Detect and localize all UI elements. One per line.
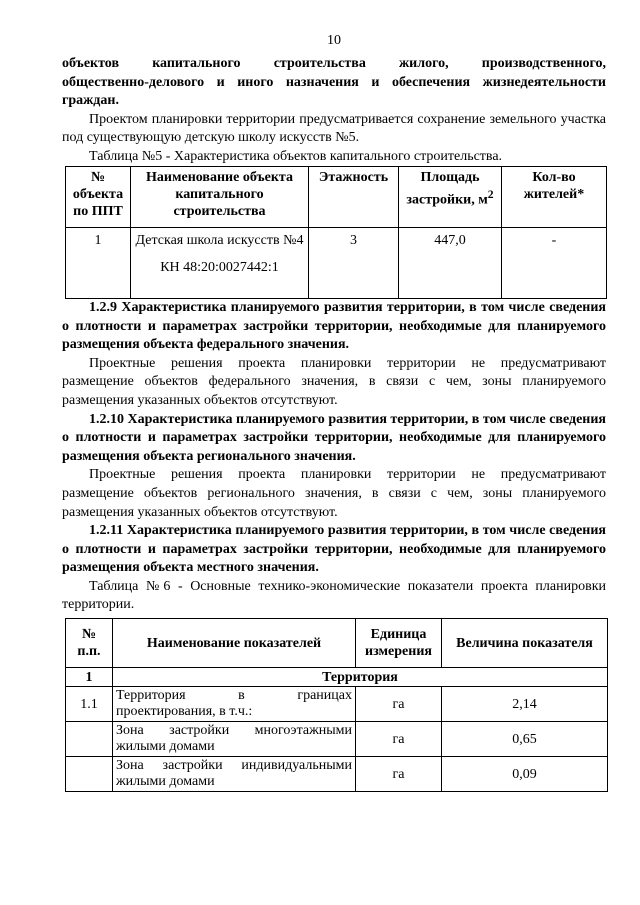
cell-value: 0,09: [442, 757, 608, 792]
header-object-name: Наименование объекта капитального строительства: [131, 166, 309, 227]
table-technical-indicators: [65, 618, 608, 792]
table-row: [66, 687, 608, 722]
section-1-2-10-heading: 1.2.10 Характеристика планируемого развития территории, в том числе сведения о плотности и параметрах застройки территории, необходимые для планируемого размещения объекта регионального значения.: [62, 411, 606, 464]
header-floors: Этажность: [309, 166, 399, 227]
cell-unit: га: [356, 687, 442, 722]
table-capital-objects: [65, 166, 607, 299]
table6-caption: Таблица №6 - Основные технико-экономические показатели проекта планировки территории.: [62, 578, 606, 613]
cell-residents: -: [502, 227, 607, 298]
section-title: Территория: [113, 668, 608, 687]
header-value: Величина показателя: [442, 619, 608, 668]
cell-value: 2,14: [442, 687, 608, 722]
cell-object-number: 1: [66, 227, 131, 298]
intro-line-2: общественно-делового и иного назначения и обеспечения жизнедеятельности: [62, 74, 606, 90]
cell-unit: га: [356, 722, 442, 757]
cell-item-number: [66, 757, 113, 792]
intro-line-1: объектов капитального строительства жилого, производственного,: [62, 56, 606, 71]
header-residents: Кол-во жителей*: [502, 166, 607, 227]
cadastral-number: КН 48:20:0027442:1: [160, 259, 279, 275]
section-number: 1: [66, 668, 113, 687]
table5-caption: Таблица №5 - Характеристика объектов капитального строительства.: [89, 148, 503, 164]
header-object-number: № объекта по ППТ: [66, 166, 131, 227]
cell-value: 0,65: [442, 722, 608, 757]
section-1-2-10-text: Проектные решения проекта планировки территории не предусматривают размещение объектов регионального значения, в связи с чем, зоны планируемого размещения указанных объектов отсутствуют.: [62, 467, 606, 520]
table-row: [66, 757, 608, 792]
section-1-2-9-heading: 1.2.9 Характеристика планируемого развития территории, в том числе сведения о плотности и параметрах застройки территории, необходимые для планируемого размещения объекта федерального значения.: [62, 299, 606, 353]
page-number: 10: [327, 33, 341, 48]
object-name-text: Детская школа искусств №4: [135, 232, 304, 248]
document-page: [62, 30, 606, 792]
header-item-number: № п.п.: [66, 619, 113, 668]
cell-object-name: [131, 227, 309, 298]
table-header-row: [66, 619, 608, 668]
cell-indicator-name: Зона застройки многоэтажными жилыми домами: [113, 722, 356, 757]
header-unit: Единица измерения: [356, 619, 442, 668]
cell-indicator-name: Территория в границах проектирования, в т.ч.:: [113, 687, 356, 722]
header-area: Площадь застройки, $м^2$: [399, 166, 502, 227]
header-indicator-name: Наименование показателей: [113, 619, 356, 668]
cell-unit: га: [356, 757, 442, 792]
table-row: [66, 227, 607, 298]
cell-area: 447,0: [399, 227, 502, 298]
table-header-row: [66, 166, 607, 227]
section-row: [66, 668, 608, 687]
section-1-2-9-text: Проектные решения проекта планировки территории не предусматривают размещение объектов федерального значения, в связи с чем, зоны планируемого размещения указанных объектов отсутствуют.: [62, 355, 606, 408]
cell-indicator-name: Зона застройки индивидуальными жилыми домами: [113, 757, 356, 792]
cell-floors: 3: [309, 227, 399, 298]
preserve-paragraph: Проектом планировки территории предусматривается сохранение земельного участка под существующую детскую школу искусств №5.: [62, 111, 606, 146]
cell-item-number: 1.1: [66, 687, 113, 722]
section-1-2-11-heading: 1.2.11 Характеристика планируемого развития территории, в том числе сведения о плотности и параметрах застройки территории, необходимые для планируемого размещения объекта местного значения.: [62, 523, 606, 576]
table-row: [66, 722, 608, 757]
intro-line-3: граждан.: [62, 93, 119, 109]
cell-item-number: [66, 722, 113, 757]
